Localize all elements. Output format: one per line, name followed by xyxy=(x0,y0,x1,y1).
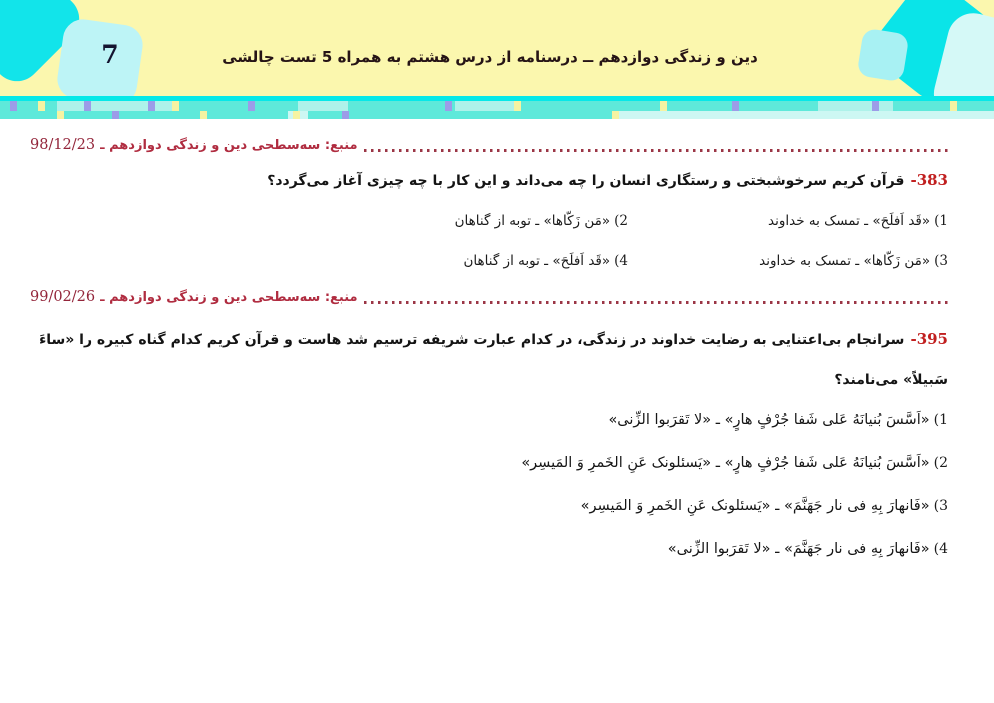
decor-tile xyxy=(612,111,619,119)
decor-tile xyxy=(298,101,348,111)
option-marker: 2) xyxy=(614,213,628,229)
decor-tile xyxy=(38,101,45,111)
option-marker: 4) xyxy=(933,541,948,557)
option-text: «فَانهارَ بِهِ فی نار جَهَنَّمَ» ـ «یَسئلونک عَنِ الخَمرِ وَ المَیسِر» xyxy=(580,498,930,514)
option-2 xyxy=(30,449,948,477)
option-text: «فَانهارَ بِهِ فی نار جَهَنَّمَ» ـ «لا تَقرَبوا الزِّنی» xyxy=(667,541,930,557)
option-marker: 4) xyxy=(614,253,628,269)
question-number: 395- xyxy=(910,330,948,348)
option-3 xyxy=(628,248,948,274)
decor-tile xyxy=(248,101,255,111)
source-label: منبع: سه‌سطحی دین و زندگی دوازدهم ـ xyxy=(100,290,358,305)
question-395 xyxy=(30,319,948,400)
option-text: «مَن زَکّاها» ـ تمسک به خداوند xyxy=(759,253,931,269)
question-text: سرانجام بی‌اعتنایی به رضایت خداوند در زندگی، در کدام عبارت شریفه ترسیم شد هاست و قرآن کریم کدام گناه کبیره را «ساءَ سَبیلاً» می‌نامند؟ xyxy=(39,332,948,388)
decor-strip xyxy=(0,96,994,119)
question-383 xyxy=(30,167,948,194)
option-1 xyxy=(30,406,948,434)
decor-tile xyxy=(293,111,300,119)
decor-strip-band xyxy=(0,111,994,119)
decor-tile xyxy=(950,101,957,111)
option-marker: 2) xyxy=(933,455,948,471)
source-line xyxy=(30,289,948,309)
decor-tile xyxy=(0,111,288,119)
option-text: «اَسَّسَ بُنیانَهُ عَلی شَفا جُرْفٍ هارٍ» ـ «یَسئلونک عَنِ الخَمرِ وَ المَیسِر» xyxy=(521,455,930,471)
decor-tile xyxy=(172,101,179,111)
decor-tile xyxy=(445,101,452,111)
decor-tile xyxy=(200,111,207,119)
decor-tile xyxy=(455,101,515,111)
decor-tile xyxy=(732,101,739,111)
option-3 xyxy=(30,492,948,520)
options-list-395 xyxy=(30,406,948,563)
content-area xyxy=(0,119,994,563)
option-4 xyxy=(30,248,628,274)
question-text: قرآن کریم سرخوشبختی و رستگاری انسان را چه می‌داند و این کار با چه چیزی آغاز می‌گردد؟ xyxy=(267,173,905,189)
option-text: «مَن زَکّاها» ـ توبه از گناهان xyxy=(454,213,611,229)
page-title: دین و زندگی دوازدهم ــ درسنامه از درس هشتم به همراه 5 تست چالشی xyxy=(222,48,758,66)
option-marker: 1) xyxy=(933,412,948,428)
option-4 xyxy=(30,535,948,563)
decor-tile xyxy=(514,101,521,111)
page-header xyxy=(0,0,994,96)
option-text: «قَد اَفلَحَ» ـ توبه از گناهان xyxy=(463,253,611,269)
option-marker: 3) xyxy=(934,253,948,269)
page-number: 7 xyxy=(101,40,119,69)
option-2 xyxy=(30,208,628,234)
source-line xyxy=(30,137,948,157)
option-text: «قَد اَفلَحَ» ـ تمسک به خداوند xyxy=(768,213,931,229)
decor-tile xyxy=(57,111,64,119)
question-number: 383- xyxy=(910,171,948,189)
option-text: «اَسَّسَ بُنیانَهُ عَلی شَفا جُرْفٍ هارٍ» ـ «لا تَقرَبوا الزِّنی» xyxy=(608,412,930,428)
decor-tile xyxy=(308,111,618,119)
decor-tile xyxy=(818,101,893,111)
option-marker: 1) xyxy=(934,213,948,229)
source-label: منبع: سه‌سطحی دین و زندگی دوازدهم ـ xyxy=(100,138,358,153)
decor-strip-band xyxy=(0,101,994,111)
source-date: 98/12/23 xyxy=(30,137,96,153)
decor-tile xyxy=(112,111,119,119)
dotted-leader xyxy=(364,149,948,152)
decor-rounded-square-icon xyxy=(857,28,910,83)
decor-tile xyxy=(148,101,155,111)
option-marker: 3) xyxy=(933,498,948,514)
decor-tile xyxy=(342,111,349,119)
source-date: 99/02/26 xyxy=(30,289,96,305)
dotted-leader xyxy=(364,301,948,304)
decor-tile xyxy=(84,101,91,111)
decor-tile xyxy=(660,101,667,111)
option-1 xyxy=(628,208,948,234)
options-grid-383 xyxy=(30,208,948,274)
decor-tile xyxy=(10,101,17,111)
decor-tile xyxy=(872,101,879,111)
